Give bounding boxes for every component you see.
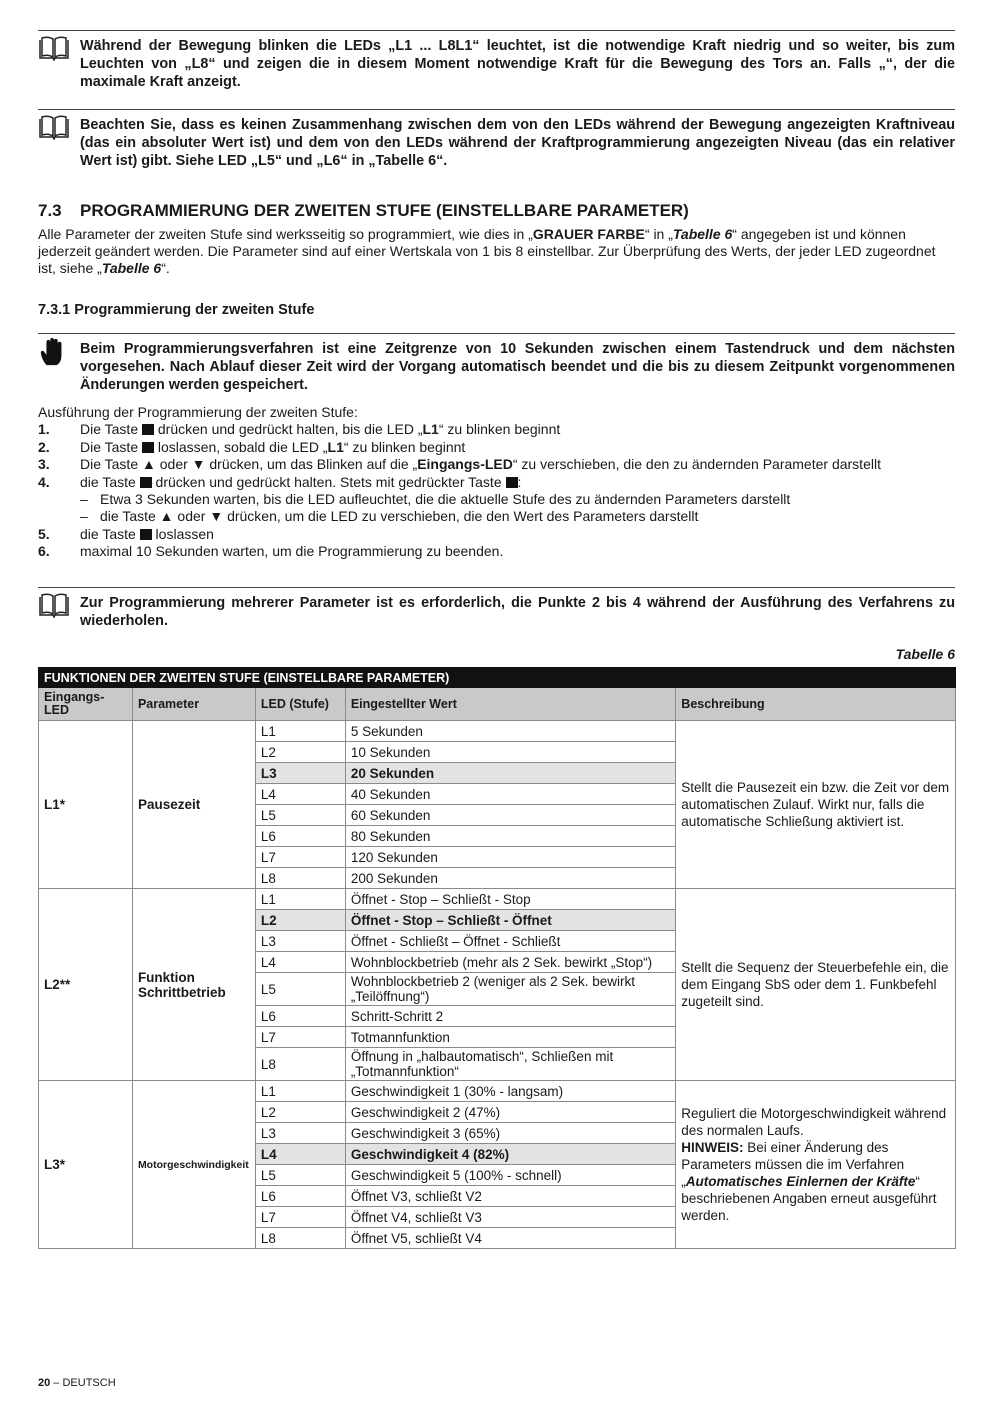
square-key-icon [140, 529, 152, 540]
page-number: 20 [38, 1377, 51, 1389]
led-cell: L8 [255, 1228, 345, 1249]
section-title: PROGRAMMIERUNG DER ZWEITEN STUFE (EINSTELLBARE PARAMETER) [80, 201, 689, 220]
value-cell: Schritt-Schritt 2 [345, 1006, 675, 1027]
input-led-cell: L2** [39, 889, 133, 1081]
intro-text: “. [161, 260, 170, 276]
dash: – [80, 508, 88, 525]
led-cell: L1 [255, 1081, 345, 1102]
table-row [39, 889, 956, 910]
value-cell: 200 Sekunden [345, 868, 675, 889]
led-cell: L4 [255, 952, 345, 973]
value-cell: 40 Sekunden [345, 784, 675, 805]
value-cell: Wohnblockbetrieb (mehr als 2 Sek. bewirkt „Stop“) [345, 952, 675, 973]
intro-text: “ angegeben ist und können jederzeit geändert werden. Die Parameter sind auf einer Wertskala von 1 bis 8 einstellbar. Zur Überprüfung des Werts, der jeder LED zugeordnet ist, siehe „ [38, 226, 936, 276]
step-number: 3. [38, 456, 50, 473]
step-text: die Taste ▲ oder ▼ drücken, um die LED zu verschieben, die den Wert des Parameters darstellt [100, 508, 699, 525]
value-cell: 80 Sekunden [345, 826, 675, 847]
led-cell: L1 [255, 721, 345, 742]
value-cell: Öffnet - Schließt – Öffnet - Schließt [345, 931, 675, 952]
value-cell: Geschwindigkeit 2 (47%) [345, 1102, 675, 1123]
value-cell: 10 Sekunden [345, 742, 675, 763]
step-text: “ zu blinken beginnt [438, 421, 561, 438]
note-text: Während der Bewegung blinken die LEDs „L1 ... L8L1“ leuchtet, ist die notwendige Kraft niedrig und so weiter, bis zum Leuchten von „L8“ und zeigen die in diesem Moment notwendige Kraft für die Bewegung des Tors an. Falls „“, der die maximale Kraft anzeigt. [80, 38, 955, 90]
intro-ref: Tabelle 6 [101, 260, 162, 276]
step-text: : [517, 473, 522, 490]
step-text: Etwa 3 Sekunden warten, bis die LED aufleuchtet, die die aktuelle Stufe des zu ändernden Parameters darstellt [100, 491, 791, 508]
value-cell: Öffnet - Stop – Schließt - Öffnet [345, 910, 675, 931]
value-cell: Öffnet V3, schließt V2 [345, 1186, 675, 1207]
led-cell: L8 [255, 868, 345, 889]
header-set-value: Eingestellter Wert [345, 688, 675, 721]
description-cell [676, 1081, 956, 1249]
led-cell: L5 [255, 1165, 345, 1186]
footer-language: DEUTSCH [62, 1377, 116, 1389]
led-cell: L7 [255, 847, 345, 868]
intro-text: Alle Parameter der zweiten Stufe sind werksseitig so programmiert, wie dies in „ [38, 226, 533, 242]
step-number: 4. [38, 473, 50, 490]
value-cell: Öffnet V5, schließt V4 [345, 1228, 675, 1249]
value-cell: 5 Sekunden [345, 721, 675, 742]
list-item [38, 474, 955, 491]
value-cell: Wohnblockbetrieb 2 (weniger als 2 Sek. bewirkt „Teilöffnung“) [345, 973, 675, 1006]
description-cell: Stellt die Pausezeit ein bzw. die Zeit vor dem automatischen Zulauf. Wirkt nur, falls die automatische Schließung aktiviert ist. [676, 721, 956, 889]
description-cell: Stellt die Sequenz der Steuerbefehle ein, die dem Eingang SbS oder dem 1. Funkbefehl zugeteilt sind. [676, 889, 956, 1081]
led-cell: L8 [255, 1048, 345, 1081]
led-cell: L4 [255, 784, 345, 805]
list-item [38, 421, 955, 438]
value-cell: Geschwindigkeit 3 (65%) [345, 1123, 675, 1144]
table-row [39, 721, 956, 742]
list-item [38, 543, 955, 560]
intro-bold: GRAUER FARBE [532, 226, 645, 242]
list-item [38, 526, 955, 543]
desc-ref: Automatisches Einlernen der Kräfte [685, 1174, 916, 1189]
led-cell: L7 [255, 1027, 345, 1048]
square-key-icon [142, 442, 154, 453]
step-text: Die Taste [80, 438, 142, 455]
value-cell: Öffnung in „halbautomatisch“, Schließen mit „Totmannfunktion“ [345, 1048, 675, 1081]
warning-text: Beim Programmierungsverfahren ist eine Zeitgrenze von 10 Sekunden zwischen einem Tastendruck und dem nächsten vorgesehen. Nach Ablauf dieser Zeit wird der Vorgang automatisch beendet und die bis zu diesem Zeitpunkt vorgenommenen Änderungen werden gespeichert. [80, 341, 955, 393]
steps-intro: Ausführung der Programmierung der zweiten Stufe: [38, 404, 358, 420]
step-text: die Taste [80, 525, 140, 542]
list-subitem [38, 491, 955, 508]
value-cell: 60 Sekunden [345, 805, 675, 826]
value-cell: Geschwindigkeit 1 (30% - langsam) [345, 1081, 675, 1102]
subsection-heading: 7.3.1 Programmierung der zweiten Stufe [38, 302, 315, 318]
note-text: Zur Programmierung mehrerer Parameter ist es erforderlich, die Punkte 2 bis 4 während der Ausführung des Verfahrens zu wiederholen. [80, 595, 955, 629]
led-cell: L6 [255, 1006, 345, 1027]
step-text: die Taste [80, 473, 140, 490]
section-number: 7.3 [38, 201, 62, 220]
page-footer [38, 1377, 116, 1389]
steps-list [38, 404, 955, 561]
parameter-cell: Motorgeschwindigkeit [132, 1081, 255, 1249]
book-icon [38, 114, 70, 140]
step-number: 6. [38, 543, 50, 560]
square-key-icon [140, 477, 152, 488]
led-cell: L6 [255, 1186, 345, 1207]
footer-sep: – [50, 1377, 63, 1389]
parameter-cell: Funktion Schrittbetrieb [132, 889, 255, 1081]
led-cell: L5 [255, 805, 345, 826]
led-cell: L5 [255, 973, 345, 1006]
value-cell: Geschwindigkeit 5 (100% - schnell) [345, 1165, 675, 1186]
note-box [38, 30, 955, 91]
desc-text: Bei einer Änderung des Parameters müssen die im Verfahren „ [681, 1140, 905, 1189]
book-icon [38, 592, 70, 618]
note-box [38, 109, 955, 170]
section-intro [38, 226, 955, 277]
parameter-table [38, 667, 956, 1249]
value-cell: 20 Sekunden [345, 763, 675, 784]
led-cell: L3 [255, 763, 345, 784]
list-item [38, 439, 955, 456]
book-icon [38, 35, 70, 61]
led-cell: L1 [255, 889, 345, 910]
hand-icon [38, 336, 68, 368]
led-cell: L2 [255, 910, 345, 931]
value-cell: Geschwindigkeit 4 (82%) [345, 1144, 675, 1165]
desc-text: Reguliert die Motorgeschwindigkeit während des normalen Laufs. [681, 1106, 947, 1138]
led-cell: L7 [255, 1207, 345, 1228]
step-bold: Eingangs-LED [417, 456, 513, 473]
table-title: FUNKTIONEN DER ZWEITEN STUFE (EINSTELLBARE PARAMETER) [39, 668, 956, 688]
table-caption: Tabelle 6 [895, 646, 955, 662]
note-box [38, 587, 955, 630]
step-bold: L1 [422, 421, 439, 438]
intro-ref: Tabelle 6 [672, 226, 733, 242]
warning-box [38, 333, 955, 394]
step-number: 2. [38, 438, 50, 455]
step-number: 5. [38, 525, 50, 542]
value-cell: 120 Sekunden [345, 847, 675, 868]
header-parameter: Parameter [132, 688, 255, 721]
square-key-icon [142, 424, 154, 435]
header-input-led: Eingangs-LED [39, 688, 133, 721]
input-led-cell: L1* [39, 721, 133, 889]
desc-text: “ beschriebenen Angaben erneut ausgeführt werden. [681, 1174, 937, 1223]
step-text: loslassen, sobald die LED „ [154, 438, 328, 455]
intro-text: “ in „ [644, 226, 673, 242]
step-bold: L1 [327, 438, 344, 455]
led-cell: L6 [255, 826, 345, 847]
value-cell: Öffnet V4, schließt V3 [345, 1207, 675, 1228]
step-text: “ zu blinken beginnt [343, 438, 466, 455]
step-text: drücken und gedrückt halten, bis die LED „ [154, 421, 423, 438]
step-text: loslassen [151, 525, 214, 542]
step-text: drücken und gedrückt halten. Stets mit gedrückter Taste [151, 473, 506, 490]
led-cell: L2 [255, 742, 345, 763]
led-cell: L4 [255, 1144, 345, 1165]
header-led-level: LED (Stufe) [255, 688, 345, 721]
header-description: Beschreibung [676, 688, 956, 721]
desc-bold: HINWEIS: [681, 1140, 744, 1155]
led-cell: L3 [255, 1123, 345, 1144]
step-text: Die Taste ▲ oder ▼ drücken, um das Blinken auf die „ [80, 456, 418, 473]
step-text: “ zu verschieben, die den zu ändernden Parameter darstellt [512, 456, 881, 473]
input-led-cell: L3* [39, 1081, 133, 1249]
list-item [38, 456, 955, 473]
step-text: Die Taste [80, 421, 142, 438]
value-cell: Öffnet - Stop – Schließt - Stop [345, 889, 675, 910]
led-cell: L3 [255, 931, 345, 952]
section-heading [38, 201, 689, 221]
list-subitem [38, 508, 955, 525]
table-row [39, 1081, 956, 1102]
value-cell: Totmannfunktion [345, 1027, 675, 1048]
step-number: 1. [38, 421, 50, 438]
note-text: Beachten Sie, dass es keinen Zusammenhang zwischen dem von den LEDs während der Bewegung angezeigten Kraftniveau (das ein absoluter Wert ist) und dem von den LEDs während der Kraftprogrammierung angezeigten Niveau (das ein relativer Wert ist) gibt. Siehe LED „L5“ und „L6“ in „Tabelle 6“. [80, 117, 955, 169]
step-text: maximal 10 Sekunden warten, um die Programmierung zu beenden. [80, 543, 504, 560]
led-cell: L2 [255, 1102, 345, 1123]
parameter-cell: Pausezeit [132, 721, 255, 889]
dash: – [80, 491, 88, 508]
square-key-icon [506, 477, 518, 488]
